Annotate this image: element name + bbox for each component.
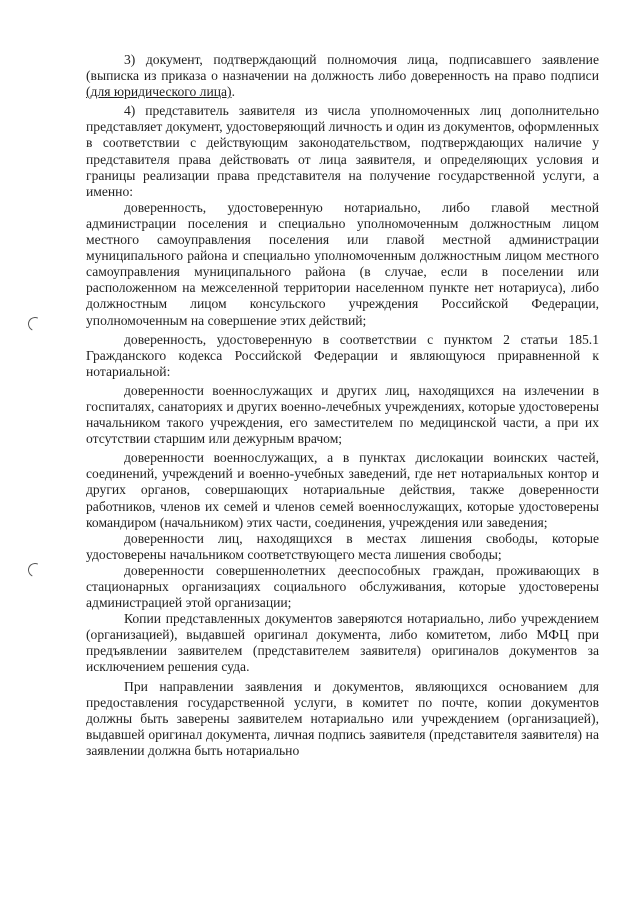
paragraph-item-3: 3) документ, подтверждающий полномочия лица, подписавшего заявление (выписка из приказа о назначении на должность либо доверенность на право подписи (для юридического лица). — [86, 52, 599, 100]
paragraph-prisoners: доверенности лиц, находящихся в местах лишения свободы, которые удостоверены начальником соответствующего места лишения свободы; — [86, 530, 599, 562]
punch-hole-bottom — [26, 561, 44, 579]
paragraph-item-4: 4) представитель заявителя из числа уполномоченных лиц дополнительно представляет документ, удостоверяющий личность и один из документов, оформленных в соответствии с действующим законодательством, подтверждающих наличие у представителя права действовать от лица заявителя, и определяющих условия и границы реализации права представителя на получение государственной услуги, а именно: — [86, 103, 599, 199]
underlined-note: (для юридического лица) — [86, 84, 232, 100]
paragraph-copies: Копии представленных документов заверяются нотариально, либо учреждением (организацией), выдавшей оригинал документа, либо комитетом, либо МФЦ при предъявлении заявителем (представителем заявителя) оригиналов документов за исключением решения суда. — [86, 611, 599, 675]
paragraph-notarial-power: доверенность, удостоверенную нотариально, либо главой местной администрации поселения и специально уполномоченным должностным лицом местного самоуправления поселения или главой местной администрации муниципального района и специально уполномоченным должностным лицом местного самоуправления муниципального района (в случае, если в поселении или расположенном на межселенной территории населенном пункте нет нотариуса), либо должностным лицом консульского учреждения Российской Федерации, уполномоченным на совершение этих действий; — [86, 199, 599, 328]
paragraph-postal-submission: При направлении заявления и документов, являющихся основанием для предоставления государственной услуги, в комитет по почте, копии документов должны быть заверены заявителем нотариально или учреждением (организацией), выдавшей оригинал документа, личная подпись заявителя (представителя заявителя) на заявлении должна быть нотариально — [86, 678, 599, 758]
paragraph-military-hospital: доверенности военнослужащих и других лиц, находящихся на излечении в госпиталях, санаториях и других военно-лечебных учреждениях, которые удостоверены начальником такого учреждения, его заместителем по медицинской части, а при их отсутствии старшим или дежурным врачом; — [86, 382, 599, 447]
paragraph-military-units: доверенности военнослужащих, а в пунктах дислокации воинских частей, соединений, учреждений и военно-учебных заведений, где нет нотариальных контор и других органов, совершающих нотариальные действия, также доверенности работников, членов их семей и членов семей военнослужащих, которые удостоверены командиром (начальником) этих части, соединения, учреждения или заведения; — [86, 450, 599, 530]
paragraph-social-care: доверенности совершеннолетних дееспособных граждан, проживающих в стационарных организациях социального обслуживания, которые удостоверены администрацией этой организации; — [86, 562, 599, 611]
paragraph-civil-code-power: доверенность, удостоверенную в соответствии с пунктом 2 статьи 185.1 Гражданского кодекса Российской Федерации и являющуюся приравненной к нотариальной: — [86, 331, 599, 379]
punch-hole-top — [26, 315, 44, 333]
document-page — [86, 52, 599, 759]
